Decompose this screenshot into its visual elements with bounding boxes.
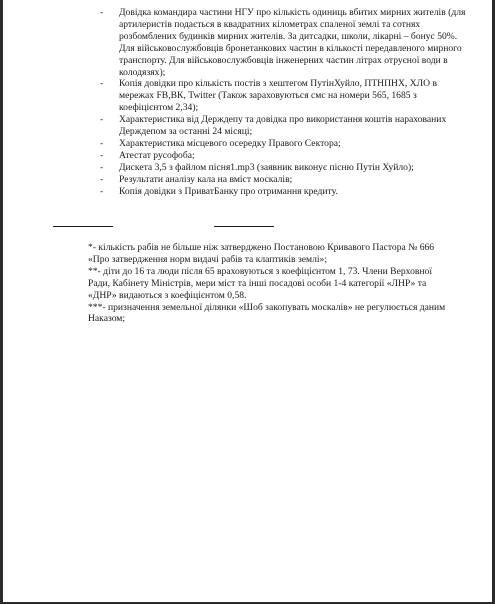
- list-bullet: -: [100, 137, 104, 149]
- list-item: [100, 78, 472, 114]
- list-item-text: Копія довідки про кількість постів з хештегом ПутінХуйло, ПТНПНХ, ХЛО в мережах FB,ВК, Twitter (Також зараховуються смс на номери 565, 1685 з коефіцієнтом 2,34);: [119, 78, 437, 114]
- signature-line-right: [214, 226, 274, 227]
- list-bullet: -: [100, 185, 104, 197]
- list-item-text: Результати аналізу кала на вміст москалів;: [119, 173, 293, 185]
- list-item: [100, 7, 472, 78]
- list-item: [100, 114, 472, 138]
- list-item-text: Характеристика від Держдепу та довідка про використання коштів нарахованих Держдепом за останні 24 місяці;: [119, 114, 447, 138]
- footnote: ***- призначення земельної ділянки «Шоб закопувать москалів» не регулюється даним Наказом;: [88, 301, 446, 325]
- list-bullet: -: [100, 161, 104, 173]
- list-item-text: Довідка командира частини НГУ про кількість одиниць вбитих мирних жителів (для артилеристів подається в квадратних кілометрах спаленої землі та сотнях розбомблених будинків мирних жителів. За дитсадки, школи, лікарні – бонус 50%. Для військовослужбовців бронетанкових частин в кількості передавленого мирного транспорту. Для військовослужбовців інженерних частин літрах отруєної води в колодязях);: [119, 7, 466, 78]
- footnote: **- діти до 16 та люди після 65 враховуються з коефіцієнтом 1, 73. Члени Верховної Ради, Кабінету Міністрів, мери міст та інші посадові особи 1-4 категорії «ЛНР» та «ДНР» видаються з коефіцієнтом 0,58.: [88, 265, 432, 301]
- footnotes-section: [88, 242, 448, 325]
- list-item: [100, 186, 472, 198]
- list-bullet: -: [100, 149, 104, 161]
- list-item-text: Дискета 3,5 з файлом пісня1.mp3 (заявник виконує пісню Путін Хуйло);: [119, 161, 414, 173]
- list-item-text: Копія довідки з ПриватБанку про отримання кредиту.: [119, 185, 338, 197]
- list-item: [100, 150, 472, 162]
- signature-line-left: [53, 226, 113, 227]
- list-item: [100, 174, 472, 186]
- list-bullet: -: [100, 173, 104, 185]
- requirements-list: [100, 7, 472, 198]
- list-bullet: -: [100, 78, 104, 90]
- list-item: [100, 162, 472, 174]
- list-bullet: -: [100, 7, 104, 18]
- footnote: *- кількість рабів не більше ніж затверджено Постановою Кривавого Пастора № 666 «Про затвердження норм видачі рабів та клаптиків землі»;: [88, 242, 435, 265]
- list-item-text: Характеристика місцевого осередку Правого Сектора;: [119, 137, 341, 149]
- list-item-text: Атестат русофоба;: [119, 149, 195, 161]
- list-item: [100, 138, 472, 150]
- list-bullet: -: [100, 114, 104, 126]
